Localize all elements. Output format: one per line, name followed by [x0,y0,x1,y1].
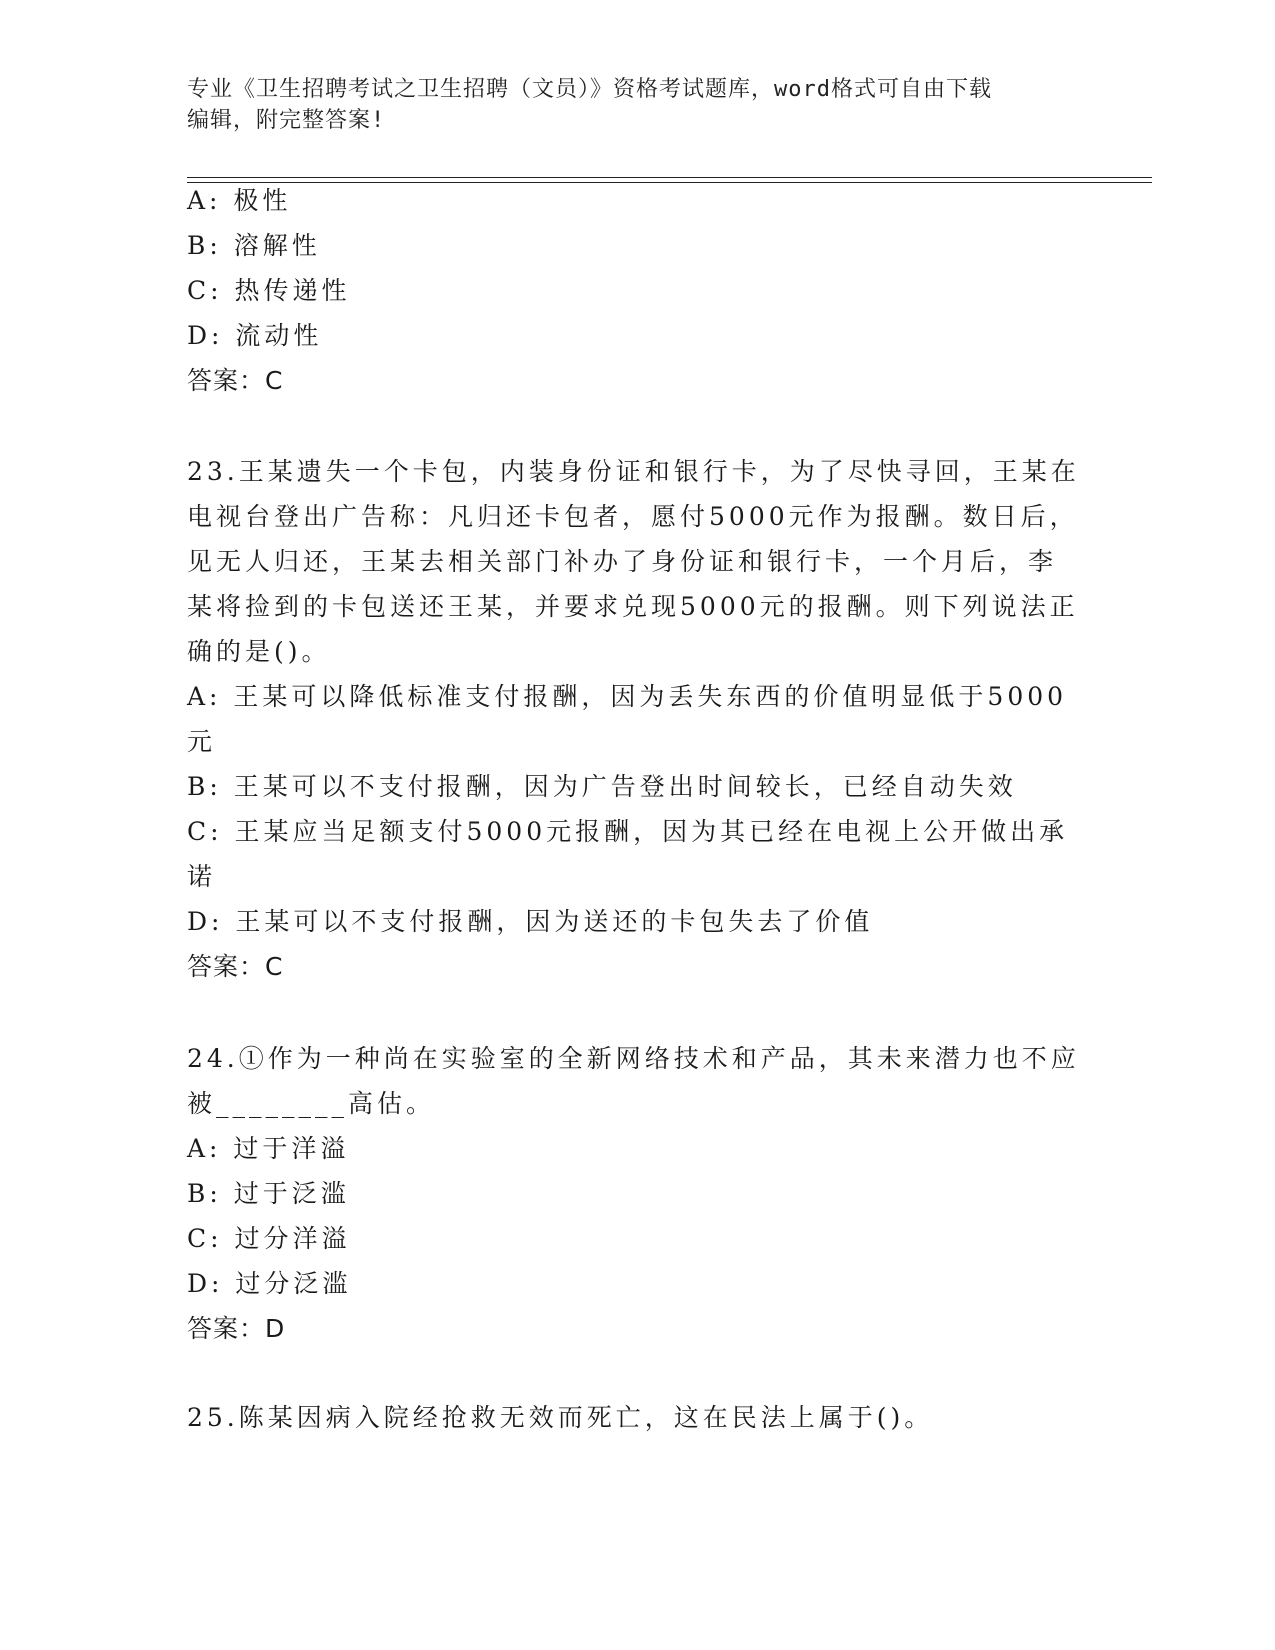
option-a: A: 过于洋溢 [187,1134,350,1163]
question-stem-line: 25.陈某因病入院经抢救无效而死亡，这在民法上属于()。 [187,1403,934,1432]
header-title-line-2: 编辑，附完整答案! [187,108,386,133]
header-divider-top [187,177,1152,178]
question-stem-line: 确的是()。 [187,637,331,666]
option-c-continued: 诺 [187,862,217,891]
option-c: C: 王某应当足额支付5000元报酬，因为其已经在电视上公开做出承 [187,817,1069,846]
question-stem-line: 24.①作为一种尚在实验室的全新网络技术和产品，其未来潜力也不应 [187,1044,1080,1073]
option-b: B: 溶解性 [187,231,321,260]
header-title-line-1: 专业《卫生招聘考试之卫生招聘（文员）》资格考试题库，word格式可自由下载 [187,77,992,102]
question-stem-line: 某将捡到的卡包送还王某，并要求兑现5000元的报酬。则下列说法正 [187,592,1079,621]
question-stem-line: 被________高估。 [187,1089,436,1118]
question-stem-line: 23.王某遗失一个卡包，内装身份证和银行卡，为了尽快寻回，王某在 [187,457,1080,486]
answer: 答案：C [187,952,284,981]
answer: 答案：C [187,366,284,395]
option-d: D: 流动性 [187,321,323,350]
question-stem-line: 见无人归还，王某去相关部门补办了身份证和银行卡，一个月后，李 [187,547,1058,576]
option-b: B: 王某可以不支付报酬，因为广告登出时间较长，已经自动失效 [187,772,1017,801]
answer: 答案：D [187,1314,286,1343]
option-b: B: 过于泛滥 [187,1179,350,1208]
option-d: D: 王某可以不支付报酬，因为送还的卡包失去了价值 [187,907,874,936]
option-a: A: 极性 [187,186,292,215]
option-a-continued: 元 [187,727,217,756]
question-stem-line: 电视台登出广告称：凡归还卡包者，愿付5000元作为报酬。数日后， [187,502,1079,531]
option-c: C: 热传递性 [187,276,351,305]
option-d: D: 过分泛滥 [187,1269,352,1298]
option-c: C: 过分洋溢 [187,1224,351,1253]
header-divider-bottom [187,182,1152,183]
option-a: A: 王某可以降低标准支付报酬，因为丢失东西的价值明显低于5000 [187,682,1068,711]
document-header [187,74,1067,136]
